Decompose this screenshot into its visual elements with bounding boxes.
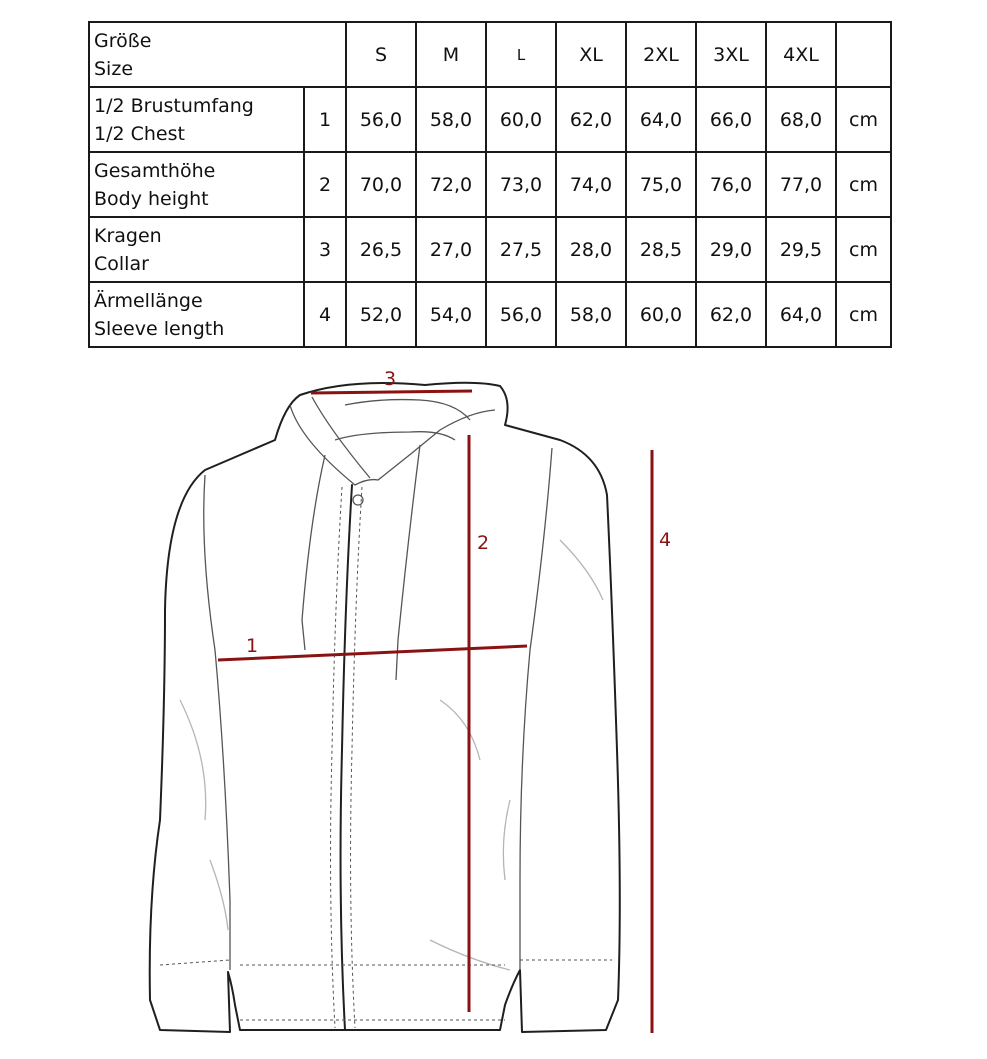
row-label-de: Gesamthöhe (94, 159, 216, 182)
table-row (89, 217, 891, 282)
size-4xl: 4XL (766, 22, 836, 87)
row-number: 1 (304, 87, 346, 152)
size-2xl: 2XL (626, 22, 696, 87)
chest-measure-line (218, 646, 527, 660)
cell-value: 56,0 (486, 282, 556, 347)
cell-value: 72,0 (416, 152, 486, 217)
cell-value: 75,0 (626, 152, 696, 217)
cell-value: 64,0 (626, 87, 696, 152)
size-l: L (486, 22, 556, 87)
size-label-de: Größe (94, 29, 152, 52)
cell-value: 28,5 (626, 217, 696, 282)
cell-value: 27,0 (416, 217, 486, 282)
row-label (89, 282, 304, 347)
cell-value: 62,0 (696, 282, 766, 347)
hoodie-illustration (150, 383, 620, 1032)
chest-marker-label: 1 (246, 635, 259, 657)
collar-marker-label: 3 (384, 368, 397, 390)
cell-value: 52,0 (346, 282, 416, 347)
row-label-de: Kragen (94, 224, 162, 247)
collar-measure-line (311, 391, 472, 393)
left-sleeve-seam (204, 475, 230, 970)
drawstring-right (396, 445, 420, 680)
sleeve-marker-label: 4 (659, 529, 672, 551)
right-sleeve-seam (520, 448, 552, 970)
table-row (89, 282, 891, 347)
row-label-de: Ärmellänge (94, 289, 203, 312)
cell-value: 73,0 (486, 152, 556, 217)
row-label (89, 217, 304, 282)
cell-value: 66,0 (696, 87, 766, 152)
row-number: 3 (304, 217, 346, 282)
row-label (89, 152, 304, 217)
table-row (89, 152, 891, 217)
cell-value: 77,0 (766, 152, 836, 217)
cell-value: 60,0 (626, 282, 696, 347)
table-header-row (89, 22, 891, 87)
cell-value: 29,0 (696, 217, 766, 282)
cell-value: 27,5 (486, 217, 556, 282)
cell-value: 76,0 (696, 152, 766, 217)
unit-cell: cm (836, 217, 891, 282)
fabric-folds (180, 540, 603, 970)
cell-value: 29,5 (766, 217, 836, 282)
size-label-en: Size (94, 57, 134, 80)
size-s: S (346, 22, 416, 87)
cell-value: 56,0 (346, 87, 416, 152)
zipper-line (341, 485, 352, 1030)
size-m: M (416, 22, 486, 87)
row-label-de: 1/2 Brustumfang (94, 94, 254, 117)
cell-value: 74,0 (556, 152, 626, 217)
row-number: 2 (304, 152, 346, 217)
unit-cell: cm (836, 152, 891, 217)
row-label-en: Collar (94, 252, 149, 275)
cell-value: 58,0 (416, 87, 486, 152)
size-header-label (89, 22, 346, 87)
row-label-en: Body height (94, 187, 209, 210)
row-label-en: 1/2 Chest (94, 122, 185, 145)
measurement-markers (218, 368, 671, 1033)
cell-value: 70,0 (346, 152, 416, 217)
unit-cell: cm (836, 87, 891, 152)
cell-value: 62,0 (556, 87, 626, 152)
cell-value: 28,0 (556, 217, 626, 282)
drawstring-left (302, 455, 325, 650)
row-label-en: Sleeve length (94, 317, 225, 340)
cell-value: 58,0 (556, 282, 626, 347)
row-number: 4 (304, 282, 346, 347)
cell-value: 26,5 (346, 217, 416, 282)
row-label (89, 87, 304, 152)
zipper-stitch (331, 487, 362, 1028)
size-chart-table (88, 21, 892, 348)
height-marker-label: 2 (477, 532, 490, 554)
unit-header-empty (836, 22, 891, 87)
size-3xl: 3XL (696, 22, 766, 87)
hoodie-measurement-diagram (0, 355, 987, 1055)
unit-cell: cm (836, 282, 891, 347)
cell-value: 64,0 (766, 282, 836, 347)
table-row (89, 87, 891, 152)
cell-value: 60,0 (486, 87, 556, 152)
cell-value: 68,0 (766, 87, 836, 152)
cell-value: 54,0 (416, 282, 486, 347)
size-xl: XL (556, 22, 626, 87)
